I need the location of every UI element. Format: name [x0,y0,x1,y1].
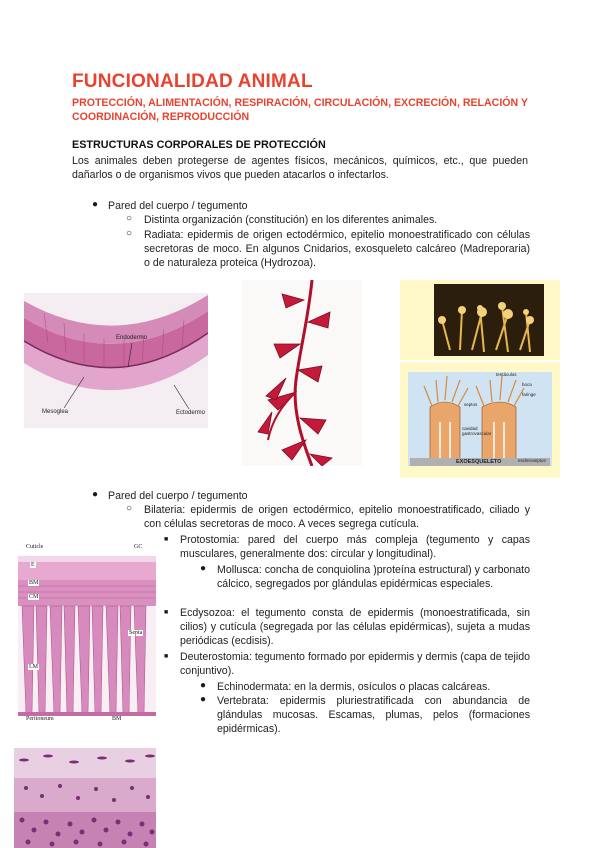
square-bullet-icon: ■ [164,653,169,660]
square-bullet-icon: ■ [164,609,169,616]
block1-bullet: Pared del cuerpo / tegumento [108,200,248,212]
block2-bilateria: Bilateria: epidermis de origen ectodérmico, epitelio monoestratificado, ciliado y con células secretoras de moco. A veces segrega cutícula. [144,504,530,530]
document-title: FUNCIONALIDAD ANIMAL [72,71,313,92]
figure1-label-mesoglea: Mesoglea [42,409,69,415]
section-intro: Los animales deben protegerse de agentes físicos, mecánicos, químicos, etc., que pueden dañarlos o de organismos vivos que pueden atacarlos o infectarlos. [72,155,528,181]
document-subtitle: PROTECCIÓN, ALIMENTACIÓN, RESPIRACIÓN, CIRCULACIÓN, EXCRECIÓN, RELACIÓN Y COORDINACIÓN, REPRODUCCIÓN [72,97,528,123]
figure4-label-lm: LM [29,664,38,670]
figure3-label-tentaculos: tentáculos [496,372,517,377]
figure3-label-septos: septos [464,402,478,407]
square-bullet-icon: ■ [164,536,169,543]
figure4-label-e: E [31,562,35,568]
figure4-label-cm: CM [29,594,39,600]
bullet-dot-icon: ● [200,680,207,691]
bullet-dot-icon: ● [200,694,207,705]
block1-item-2: Radiata: epidermis de origen ectodérmico, epitelio monoestratificado con células secretoras de moco. En algunos Cnidarios, exosqueleto calcáreo (Madreporaria) o de naturaleza proteica (Hydrozoa). [144,229,530,269]
figure-coral-polyp-diagram [400,362,560,478]
figure3-label-faringe: faringe [522,392,536,397]
figure-hydrozoan-colony [242,280,362,466]
bullet-dot-icon: ● [92,489,99,500]
bullet-dot-icon: ● [200,563,207,574]
figure3-label-cavidad: cavidad gastrovascular [462,426,492,436]
block2-protostomia: Protostomia: pared del cuerpo más compleja (tegumento y capas musculares, generalmente dos: circular y longitudinal). [180,534,530,560]
block1-item-1: Distinta organización (constitución) en los diferentes animales. [144,214,438,226]
ring-bullet-icon: ○ [126,228,133,239]
ring-bullet-icon: ○ [126,213,133,224]
block2-vertebrata: Vertebrata: epidermis pluriestratificada con abundancia de glándulas mucosas. Escamas, plumas, pelos (formaciones epidérmicas). [217,695,530,735]
block2-bullet: Pared del cuerpo / tegumento [108,490,248,502]
figure4-label-peritoneum: Peritoneum [26,716,54,722]
figure4-label-bm: BM [29,580,39,586]
figure1-label-endodermo: Endodermo [116,335,148,341]
figure1-label-ectodermo: Ectodermo [176,410,206,416]
figure3-label-exoesqueleto: EXOESQUELETO [456,459,502,465]
bullet-dot-icon: ● [92,199,99,210]
ring-bullet-icon: ○ [126,503,133,514]
figure-coral-photo [400,280,560,360]
figure-cnidarian-wall [24,293,208,428]
block2-ecdysozoa: Ecdysozoa: el tegumento consta de epidermis (monoestratificada, sin cilios) y cutícula (segregada por las células epidérmicas), sujeta a mudas periódicas (ecdisis). [180,607,530,647]
section-heading: ESTRUCTURAS CORPORALES DE PROTECCIÓN [72,139,326,151]
figure-annelid-body-wall [14,542,156,724]
figure3-label-escleroseptos: escleroseptos [518,458,546,463]
block2-deuterostomia: Deuterostomia: tegumento formado por epidermis y dermis (capa de tejido conjuntivo). [180,651,530,677]
block2-echinodermata: Echinodermata: en la dermis, osículos o placas calcáreas. [217,681,491,693]
figure4-label-gc: GC [134,544,143,550]
figure4-label-septa: Septa [129,630,143,636]
figure3-label-boca: boca [522,382,532,387]
figure4-label-bm-lower: BM [112,716,122,722]
figure4-label-cuticle: Cuticle [26,544,44,550]
figure-stratified-epithelium [14,734,156,848]
block2-mollusca: Mollusca: concha de conquiolina )proteína estructural) y carbonato cálcico, segregados por glándulas epidérmicas especiales. [217,564,530,590]
